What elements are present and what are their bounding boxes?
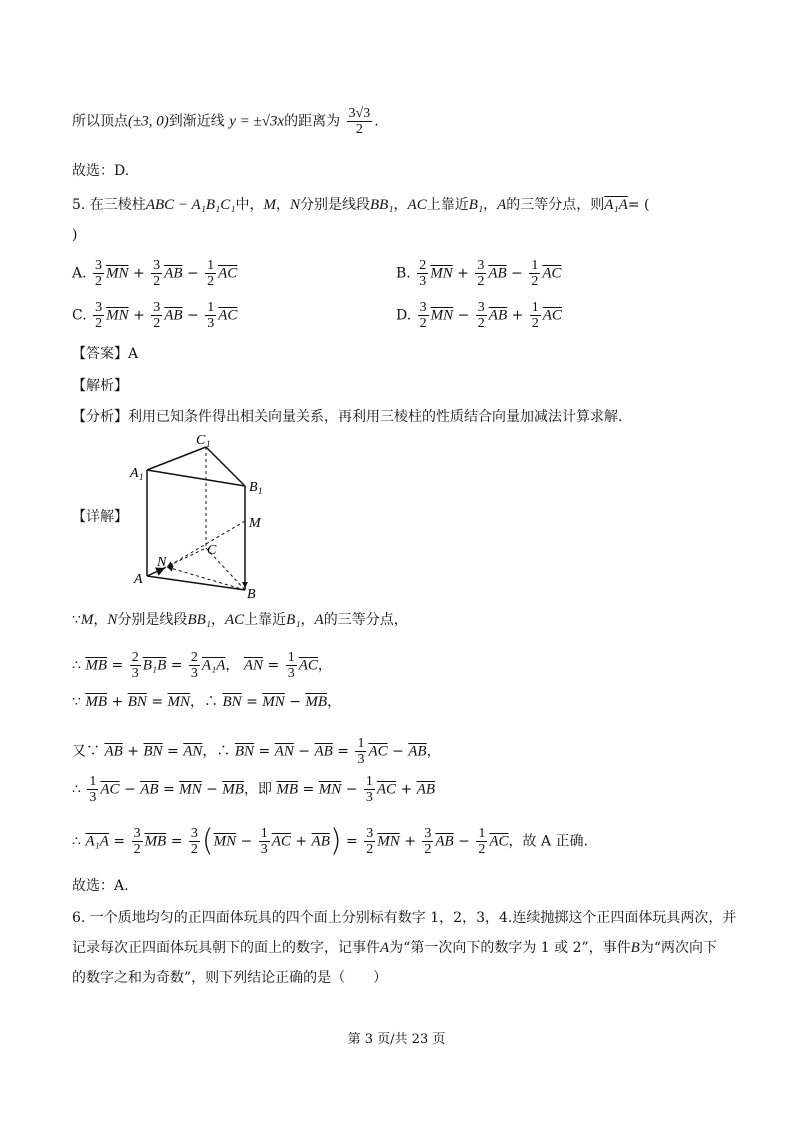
label-c1: C: [196, 433, 206, 448]
label-b1-sub: 1: [258, 486, 263, 496]
option-a[interactable]: A. $\frac{3}{2}$ $\overline{MN}$ + $\frac{3}{2}$ $\overline{AB}$ − $\frac{1}{2}$ $\overline{AC}$: [72, 258, 238, 289]
edge-a1-b1: [147, 470, 245, 486]
solution-line-4: 又∵ $\overline{AB} + \overline{BN} = \overline{AN}$，∴ $\overline{BN} = \overline{AN} - \overline{AB}$ = $\frac{1}{3}$ $\overline{AC} - \overline{AB}$，: [72, 736, 441, 767]
label-c: C: [207, 543, 217, 558]
answer-line: 【答案】A: [72, 346, 139, 362]
label-b: B: [247, 587, 256, 600]
analysis-tag: 【解析】: [72, 378, 128, 394]
edge-a-b: [147, 576, 245, 590]
choose-a: 故选：A.: [72, 878, 129, 894]
choose-d: 故选：D.: [72, 163, 130, 179]
page-footer: 第 3 页/共 23 页: [347, 1032, 446, 1047]
prism-figure: [125, 430, 275, 600]
question-6-line-2: 记录每次正四面体玩具朝下的面上的数字，记事件A为“第一次向下的数字为 1 或 2”，事件B为“两次向下: [72, 940, 717, 956]
label-a1: A: [130, 466, 139, 481]
edge-a1-c1: [147, 447, 206, 470]
detail-tag: 【详解】: [72, 509, 128, 525]
question-6-line-3: 的数字之和为奇数”，则下列结论正确的是（ ）: [72, 970, 388, 986]
label-a1-sub: 1: [139, 472, 144, 482]
asymptote-distance-line: 所以顶点(±3, 0)到渐近线 y = ±√3x的距离为 $\frac{3√3}{2}$ .: [72, 106, 379, 137]
label-c1-sub: 1: [206, 439, 211, 449]
question-6-line-1: 6. 一个质地均匀的正四面体玩具的四个面上分别标有数字 1，2，3，4.连续抛掷这个正四面体玩具两次，并: [72, 910, 737, 926]
solution-line-3: ∵ $\overline{MB} + \overline{BN} = \overline{MN}$，∴ $\overline{BN} = \overline{MN} - \overline{MB}$，: [72, 694, 342, 710]
solution-line-5: ∴ $\frac{1}{3}$ $\overline{AC} - \overline{AB} = \overline{MN} - \overline{MB}$，即 $\overline{MB} = \overline{MN}$ − $\frac{1}{3}$ $\overline{AC} + \overline{AB}$: [72, 774, 436, 805]
fenxi-line: 【分析】利用已知条件得出相关向量关系，再利用三棱柱的性质结合向量加减法计算求解.: [72, 409, 623, 425]
question-5-stem: 5. 在三棱柱ABC − A₁B₁C₁中，M，N分别是线段BB₁，AC上靠近B₁，A的三等分点，则A₁A= (: [72, 197, 650, 213]
solution-line-2: ∴ $\overline{MB}$ = $\frac{2}{3}$ B₁B = $\frac{2}{3}$ A₁A， $\overline{AN}$ = $\frac{1}{3}$ $\overline{AC}$，: [72, 650, 332, 681]
solution-line-6: ∴ A₁A = $\frac{3}{2}$ $\overline{MB}$ = $\frac{3}{2}$ ($\overline{MN}$ − $\frac{1}{3}$ $\overline{AC} + \overline{AB}$) = $\frac{3}{2}$ $\overline{MN}$ + $\frac{3}{2}$ $\overline{AB}$ − $\frac{1}{2}$ $\overline{AC}$，故 A 正确.: [72, 823, 588, 859]
option-d[interactable]: D. $\frac{3}{2}$ $\overline{MN}$ − $\frac{3}{2}$ $\overline{AB}$ + $\frac{1}{2}$ $\overline{AC}$: [396, 300, 562, 331]
vector-b-n: [167, 567, 245, 590]
distance-fraction: $\frac{3√3}{2}$: [348, 106, 371, 137]
question-5-close: ): [72, 227, 78, 243]
label-a: A: [134, 572, 143, 587]
option-b[interactable]: B. $\frac{2}{3}$ $\overline{MN}$ + $\frac{3}{2}$ $\overline{AB}$ − $\frac{1}{2}$ $\overline{AC}$: [396, 258, 562, 289]
label-n: N: [157, 555, 167, 570]
label-m: M: [249, 516, 261, 531]
solution-line-1: ∵M，N分别是线段BB₁，AC上靠近B₁，A的三等分点，: [72, 612, 408, 628]
option-c[interactable]: C. $\frac{3}{2}$ $\overline{MN}$ + $\frac{3}{2}$ $\overline{AB}$ − $\frac{1}{3}$ $\overline{AC}$: [72, 300, 238, 331]
label-b1: B: [249, 480, 258, 495]
